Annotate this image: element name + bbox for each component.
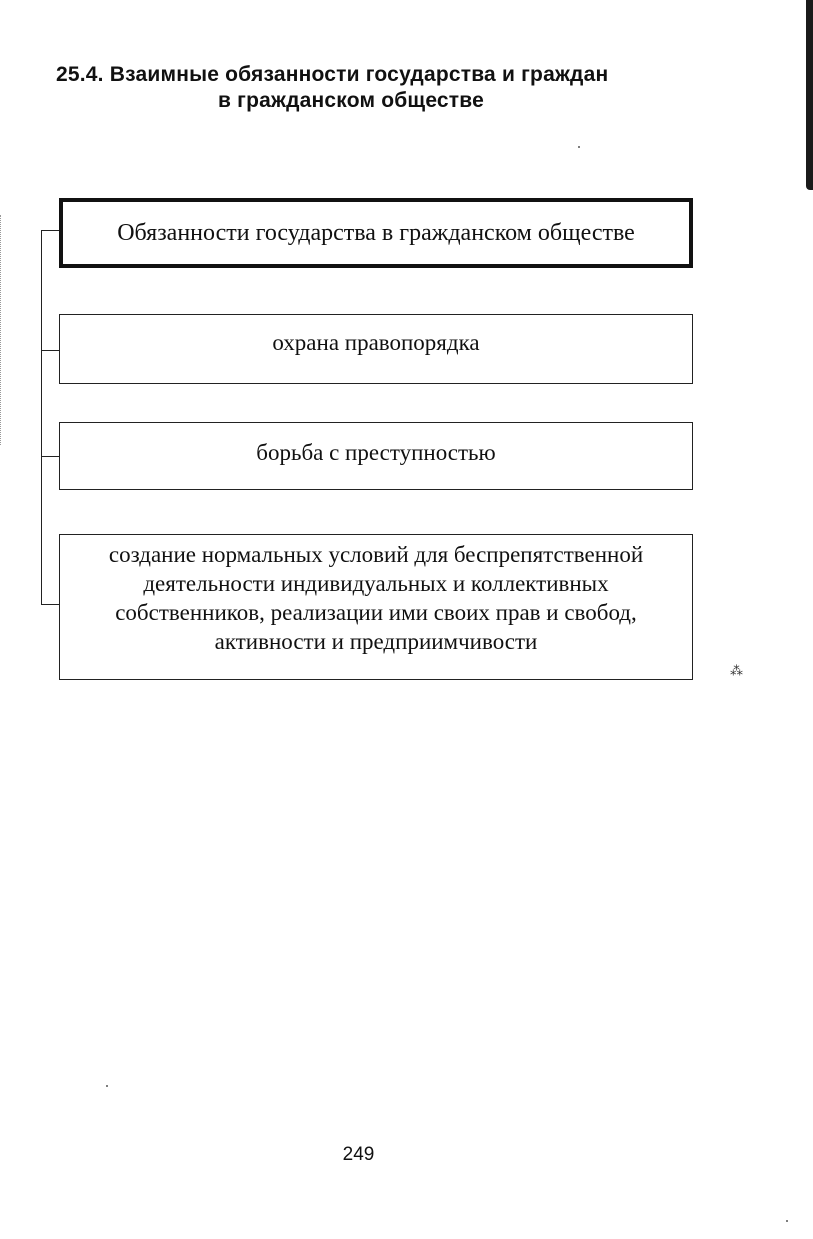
connector-spine bbox=[41, 230, 42, 605]
section-heading bbox=[56, 62, 716, 114]
scan-dot bbox=[786, 1220, 788, 1222]
scan-speckle bbox=[0, 215, 4, 445]
diagram-item-box-1 bbox=[59, 314, 693, 384]
scan-dot bbox=[578, 146, 580, 148]
diagram-head-text: Обязанности государства в гражданском обществе bbox=[117, 219, 635, 246]
connector-tick-item-2 bbox=[41, 456, 59, 457]
diagram-item-box-3 bbox=[59, 534, 693, 680]
connector-tick-head bbox=[41, 230, 59, 231]
diagram-item-text-2: борьба с преступностью bbox=[256, 439, 496, 465]
connector-tick-item-3 bbox=[41, 604, 59, 605]
diagram-head-box bbox=[59, 198, 693, 268]
connector-tick-item-1 bbox=[41, 350, 59, 351]
diagram-item-text-1: охрана правопорядка bbox=[272, 329, 480, 355]
page-number: 249 bbox=[342, 1144, 375, 1165]
section-heading-line-1: 25.4. Взаимные обязанности государства и граждан bbox=[56, 63, 609, 86]
section-heading-line-2: в гражданском обществе bbox=[218, 89, 485, 112]
diagram-item-box-2 bbox=[59, 422, 693, 490]
page-edge-shadow bbox=[806, 0, 813, 190]
diagram-item-text-3: создание нормальных условий для беспрепятственной деятельности индивидуальных и коллективных собственников, реализации ими своих прав и свобод, активности и предприимчивости bbox=[108, 542, 644, 654]
scan-dot bbox=[106, 1085, 108, 1087]
scan-mark: ⁂ bbox=[730, 664, 743, 679]
